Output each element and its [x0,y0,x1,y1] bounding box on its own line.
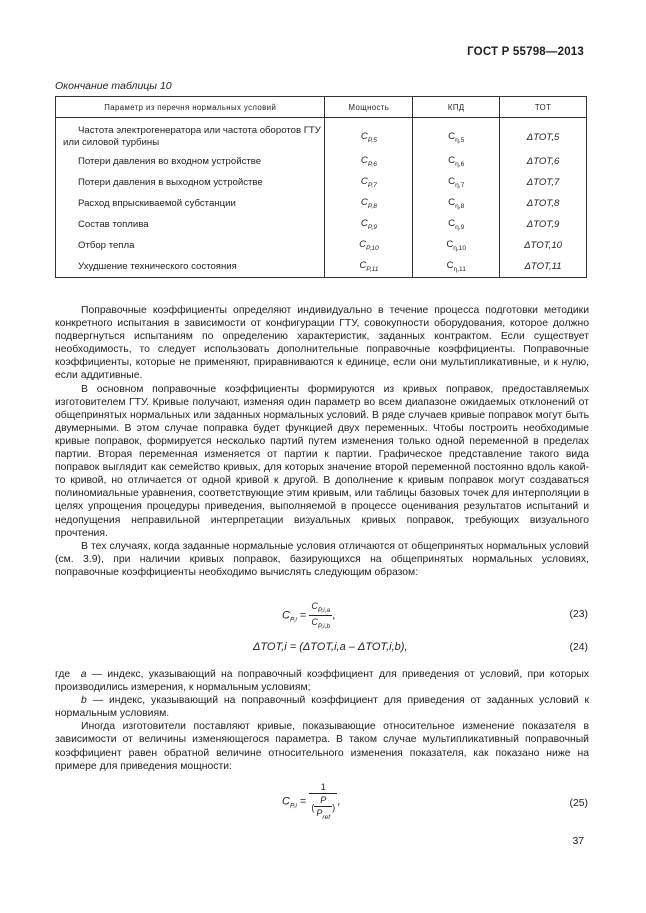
formula-24: ΔTOT,i = (ΔTOT,i,a – ΔTOT,i,b), [253,641,408,653]
header-tot: ТОТ [500,97,587,118]
table-row [56,193,587,214]
tot-factor: ΔTOT,11 [500,256,587,278]
efficiency-factor: $C_{\eta,5}$ [413,123,500,151]
table-caption: Окончание таблицы 10 [55,80,172,92]
param-name: Потери давления во входном устройстве [56,151,325,172]
tot-factor: ΔTOT,8 [500,193,587,214]
body-text-block-1 [55,304,589,579]
equation-number-23: (23) [569,609,588,620]
definition-index-a: где a — индекс, указывающий на поправочный коэффициент для приведения от условий, при которых производились измерения, к нормальным условиям; [55,669,589,694]
table-row [56,151,587,172]
parameters-table [55,96,587,278]
efficiency-factor: $C_{\eta,9}$ [413,214,500,235]
tot-factor: ΔTOT,9 [500,214,587,235]
definition-index-b: b — индекс, указывающий на поправочный коэффициент для приведения от заданных условий к нормальным условиям. [55,695,589,720]
table-row [56,235,587,256]
power-factor: $C_{P,8}$ [325,193,413,214]
table-row [56,256,587,278]
header-parameter: Параметр из перечня нормальных условий [56,97,325,118]
tot-factor: ΔTOT,10 [500,235,587,256]
efficiency-factor: $C_{\eta,10}$ [413,235,500,256]
paragraph-corrections-intro: Поправочные коэффициенты определяют индивидуально в течение процесса подготовки методики конкретного испытания в зависимости от конфигурации ГТУ, совокупности оборудования, которое должно подвергнуться испытаниям по определению характеристик, заданных контрактом. Если существует необходимость, то следует использовать дополнительные поправочные коэффициенты. Поправочные коэффициенты, которые не применяют, приравниваются к единице, если они мультипликативные, и к нулю, если аддитивные. [55,305,589,382]
tot-factor: ΔTOT,5 [500,123,587,151]
body-text-block-2 [55,668,589,773]
param-name: Потери давления в выходном устройстве [56,172,325,193]
param-name: Ухудшение технического состояния [56,256,325,278]
table-row [56,172,587,193]
page-number: 37 [572,836,584,847]
power-factor: $C_{P,6}$ [325,151,413,172]
paragraph-specified-conditions: В тех случаях, когда заданные нормальные условия отличаются от общепринятых нормальных условий (см. 3.9), при наличии кривых поправок, базирующихся на общепринятых нормальных условиях, поправочные коэффициенты необходимо вычислять следующим образом: [55,540,589,578]
efficiency-factor: $C_{\eta,8}$ [413,193,500,214]
equation-number-25: (25) [569,798,588,809]
tot-factor: ΔTOT,6 [500,151,587,172]
table-row [56,214,587,235]
header-power: Мощность [325,97,413,118]
power-factor: $C_{P,9}$ [325,214,413,235]
efficiency-factor: $C_{\eta,11}$ [413,256,500,278]
param-name: Частота электрогенератора или частота оборотов ГТУ или силовой турбины [56,123,325,151]
document-code: ГОСТ Р 55798—2013 [467,46,584,58]
param-name: Отбор тепла [56,235,325,256]
paragraph-relative-change: Иногда изготовители поставляют кривые, показывающие относительное изменение показателя в зависимости от величины изменяющегося параметра. В таком случае мультипликативный поправочный коэффициент равен обратной величине относительного изменения показателя, как показано ниже на примере для приведения мощности: [55,721,589,772]
header-efficiency: КПД [413,97,500,118]
efficiency-factor: $C_{\eta,7}$ [413,172,500,193]
param-name: Расход впрыскиваемой субстанции [56,193,325,214]
equation-number-24: (24) [569,642,588,653]
power-factor: $C_{P,5}$ [325,123,413,151]
tot-factor: ΔTOT,7 [500,172,587,193]
power-factor: $C_{P,11}$ [325,256,413,278]
table-row [56,123,587,151]
power-factor: $C_{P,7}$ [325,172,413,193]
paragraph-correction-curves: В основном поправочные коэффициенты формируются из кривых поправок, предоставляемых изготовителем ГТУ. Кривые получают, изменяя один параметр во всем диапазоне ожидаемых отклонений от общепринятых нормальных или заданных нормальных условий. В ряде случаев кривые поправок могут быть двумерными. В этом случае поправка будет функцией двух переменных. Чтобы построить необходимые кривые поправок, формируется несколько партий путем изменения только одной переменной в пределах партии. Вторая переменная изменяется от партии к партии. Графическое представление такого вида поправок выглядит как семейство кривых, для которых значение второй переменной постоянно вдоль какой-то кривой, но отличается от одной кривой к другой. В дополнение к кривым поправок могут создаваться полиномиальные уравнения, соответствующие этим кривым, или таблицы базовых точек для интерполяции в целях упрощения процедуры приведения, выполняемой в процессе оценивания результатов испытаний и недопущения неправильной интерпретации визуальных кривых поправок, требующих визуального прочтения. [55,383,589,539]
formula-25: $C_{P,i}$ = 1 ( $\frac{P}{P_{ref}}$ ) , [282,782,341,821]
formula-23: $C_{P,i}$ = $\frac{C_{P,i,a}}{C_{P,i,b}}$ , [282,601,336,630]
param-name: Состав топлива [56,214,325,235]
power-factor: $C_{P,10}$ [325,235,413,256]
efficiency-factor: $C_{\eta,6}$ [413,151,500,172]
